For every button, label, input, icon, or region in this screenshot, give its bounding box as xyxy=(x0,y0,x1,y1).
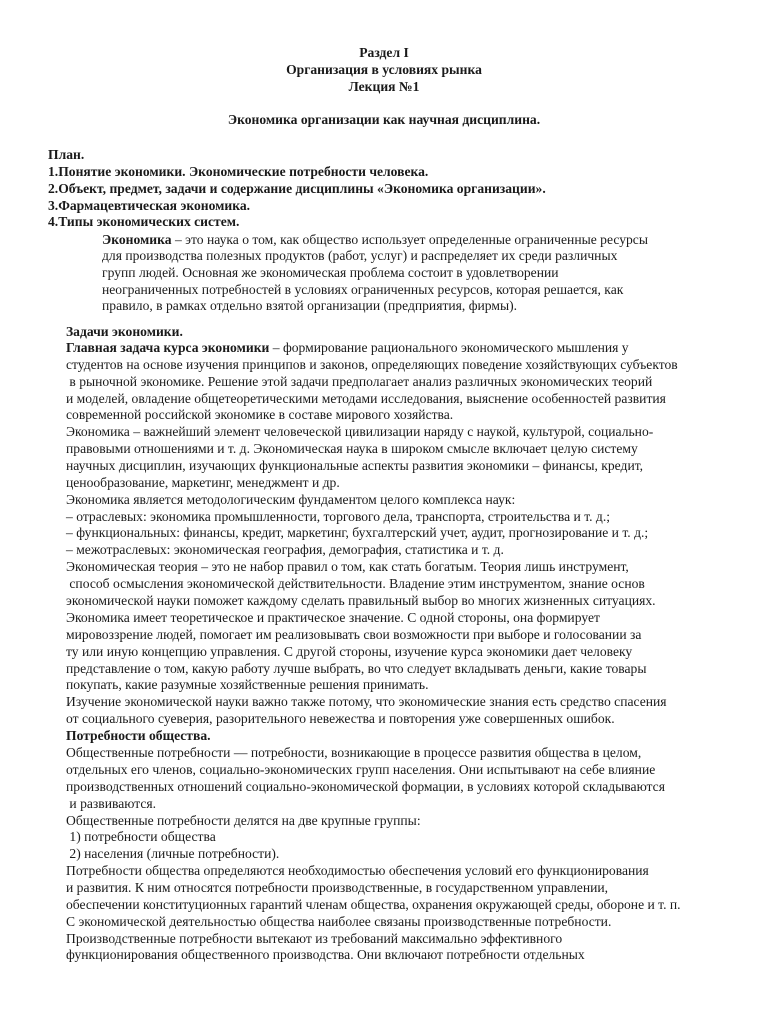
needs-line: и развиваются. xyxy=(66,796,157,811)
lecture-topic: Экономика организации как научная дисциплина. xyxy=(227,112,541,127)
plan-item: 2.Объект, предмет, задачи и содержание дисциплины «Экономика организации». xyxy=(48,181,546,196)
body-line: Экономика является методологическим фундаментом целого комплекса наук: xyxy=(66,492,516,507)
definition-line: Экономика – это наука о том, как общество использует определенные ограниченные ресурсы xyxy=(102,232,648,247)
body-line: представление о том, какую работу лучше выбрать, во что следует вкладывать деньги, какие товары xyxy=(66,661,647,676)
plan-item: 1.Понятие экономики. Экономические потребности человека. xyxy=(48,164,429,179)
needs-list-item: 1) потребности общества xyxy=(66,829,216,844)
body-line: научных дисциплин, изучающих функциональные аспекты развития экономики – финансы, кредит, xyxy=(66,458,644,473)
body-line: мировоззрение людей, помогает им реализовывать свои возможности при выборе и голосовании за xyxy=(66,627,642,642)
body-line: Экономическая теория – это не набор правил о том, как стать богатым. Теория лишь инструмент, xyxy=(66,559,629,574)
body-line: – межотраслевых: экономическая география, демография, статистика и т. д. xyxy=(66,542,504,557)
body-line: Экономика имеет теоретическое и практическое значение. С одной стороны, она формирует xyxy=(66,610,600,625)
body-line: покупать, какие разумные хозяйственные решения принимать. xyxy=(66,677,429,692)
body-line: правовыми отношениями и т. д. Экономическая наука в широком смысле включает целую систему xyxy=(66,441,638,456)
needs-line: функционирования общественного производства. Они включают потребности отдельных xyxy=(66,947,585,962)
plan-item: 4.Типы экономических систем. xyxy=(48,214,240,229)
tasks-line: студентов на основе изучения принципов и законов, определяющих поведение хозяйствующих субъектов xyxy=(66,357,678,372)
plan-label: План. xyxy=(48,147,85,162)
needs-line: С экономической деятельностью общества наиболее связаны производственные потребности. xyxy=(66,914,612,929)
needs-line: Производственные потребности вытекают из требований максимально эффективного xyxy=(66,931,563,946)
body-line: ценообразование, маркетинг, менеджмент и др. xyxy=(66,475,340,490)
needs-line: и развития. К ним относятся потребности производственные, в государственном управлении, xyxy=(66,880,609,895)
needs-line: отдельных его членов, социально-экономических групп населения. Они испытывают на себе влияние xyxy=(66,762,656,777)
tasks-line: и моделей, овладение общетеоретическими методами исследования, выяснение особенностей развития xyxy=(66,391,666,406)
plan-item: 3.Фармацевтическая экономика. xyxy=(48,198,251,213)
tasks-heading: Задачи экономики. xyxy=(66,324,183,339)
lecture-number: Лекция №1 xyxy=(348,79,420,94)
body-line: ту или иную концепцию управления. С другой стороны, изучение курса экономики дает человеку xyxy=(66,644,633,659)
definition-term: Экономика xyxy=(102,232,172,247)
body-line: от социального суеверия, разорительного невежества и повторения уже совершенных ошибок. xyxy=(66,711,615,726)
needs-line: Общественные потребности делятся на две крупные группы: xyxy=(66,813,421,828)
definition-line: для производства полезных продуктов (работ, услуг) и распределяет их среди различных xyxy=(102,248,618,263)
definition-line: групп людей. Основная же экономическая проблема состоит в удовлетворении xyxy=(102,265,559,280)
needs-line: производственных отношений социально-экономической формации, в условиях которой складываются xyxy=(66,779,665,794)
body-line: способ осмысления экономической действительности. Владение этим инструментом, знание основ xyxy=(66,576,645,591)
body-line: – функциональных: финансы, кредит, маркетинг, бухгалтерский учет, аудит, прогнозирование и т. д.; xyxy=(66,525,649,540)
needs-list-item: 2) населения (личные потребности). xyxy=(66,846,280,861)
definition-line: неограниченных потребностей в условиях ограниченных ресурсов, которая решается, как xyxy=(102,282,624,297)
body-line: экономической науки поможет каждому сделать правильный выбор во многих жизненных ситуациях. xyxy=(66,593,656,608)
section-heading: Раздел I xyxy=(359,45,409,60)
tasks-line: Главная задача курса экономики – формирование рационального экономического мышления у xyxy=(66,340,629,355)
main-task-term: Главная задача курса экономики xyxy=(66,340,270,355)
body-line: – отраслевых: экономика промышленности, торгового дела, транспорта, строительства и т. д.; xyxy=(66,509,611,524)
definition-line: правило, в рамках отдельно взятой организации (предприятия, фирмы). xyxy=(102,298,518,313)
document-title: Организация в условиях рынка xyxy=(286,62,482,77)
body-line: Изучение экономической науки важно также потому, что экономические знания есть средство спасения xyxy=(66,694,667,709)
needs-heading: Потребности общества. xyxy=(66,728,211,743)
tasks-line: современной российской экономике в составе мирового хозяйства. xyxy=(66,407,454,422)
tasks-line: в рыночной экономике. Решение этой задачи предполагает анализ различных экономических теорий xyxy=(66,374,653,389)
needs-line: обеспечении конституционных гарантий членам общества, охранения окружающей среды, обороне и т. п. xyxy=(66,897,681,912)
body-line: Экономика – важнейший элемент человеческой цивилизации наряду с наукой, культурой, социально- xyxy=(66,424,654,439)
needs-line: Общественные потребности — потребности, возникающие в процессе развития общества в целом, xyxy=(66,745,642,760)
needs-line: Потребности общества определяются необходимостью обеспечения условий его функционирования xyxy=(66,863,649,878)
